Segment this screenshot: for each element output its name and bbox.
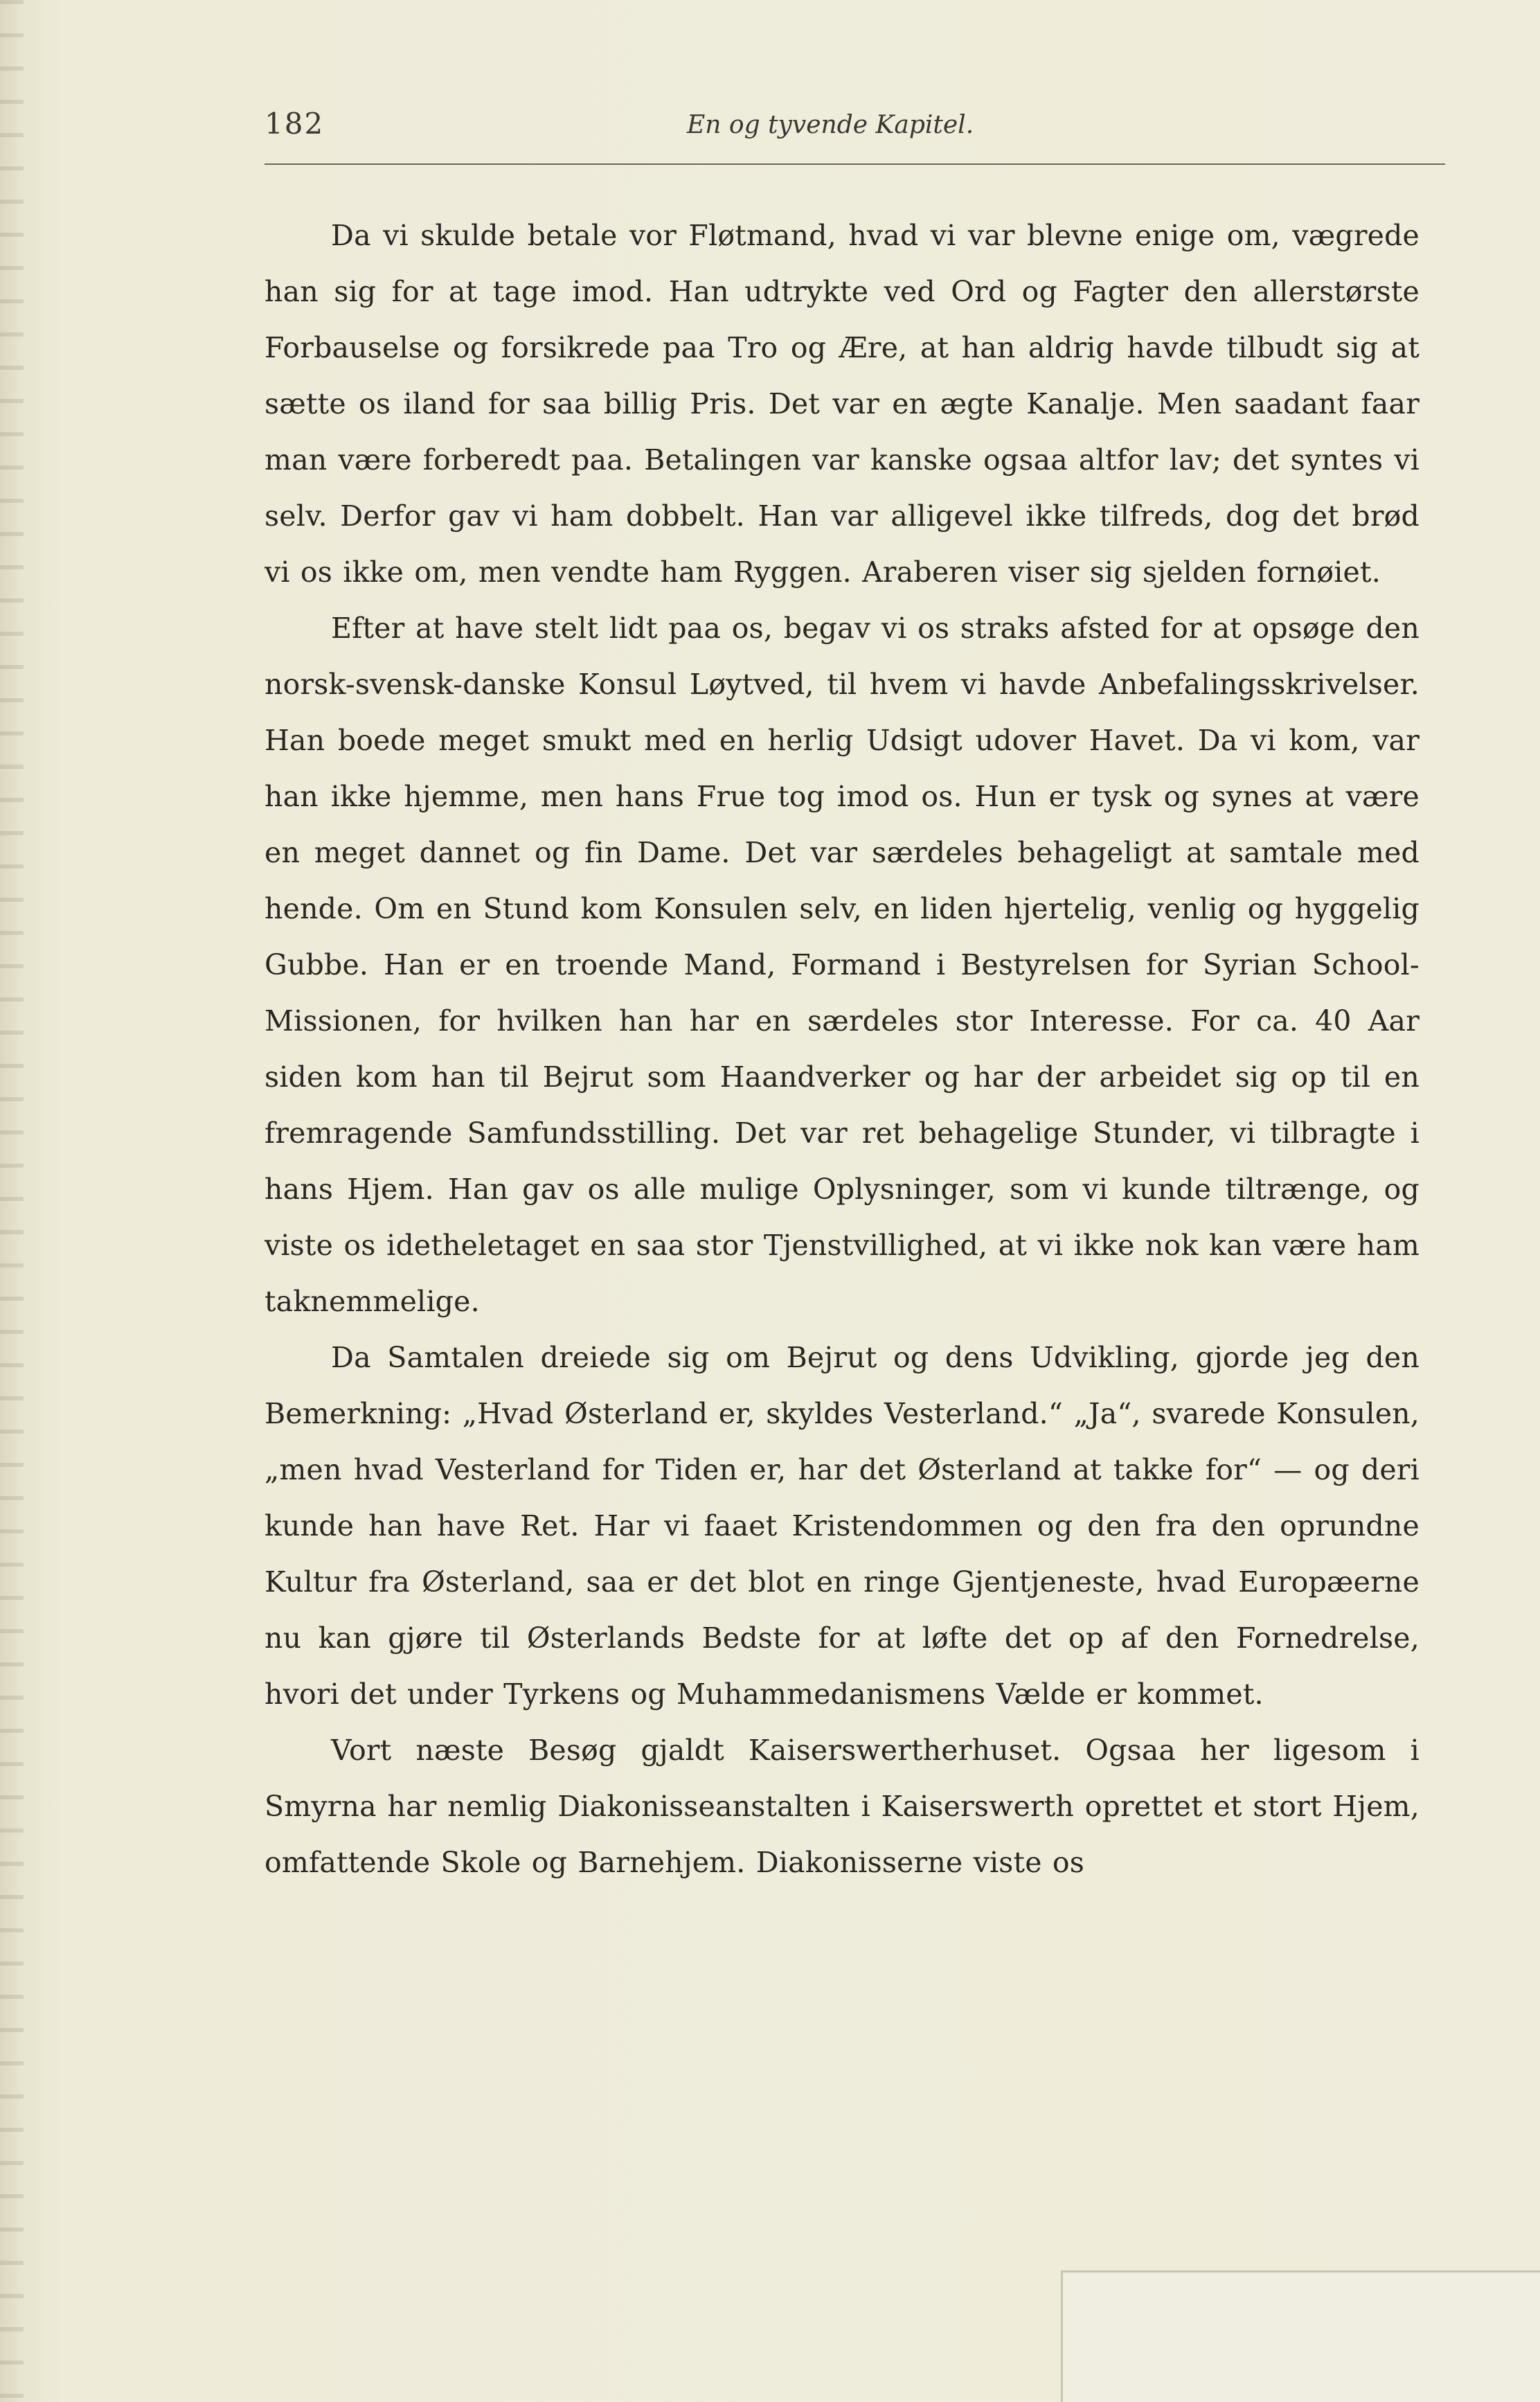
paragraph-2: Efter at have stelt lidt paa os, begav vi os straks afsted for at opsøge den norsk-svensk-danske Konsul Løytved, til hvem vi havde Anbefalingsskrivelser. Han boede meget smukt med en herlig Udsigt udover Havet. Da vi kom, var han ikke hjemme, men hans Frue tog imod os. Hun er tysk og synes at være en meget dannet og fin Dame. Det var særdeles behageligt at samtale med hende. Om en Stund kom Konsulen selv, en liden hjertelig, venlig og hyggelig Gubbe. Han er en troende Mand, Formand i Bestyrelsen for Syrian School-Missionen, for hvilken han har en særdeles stor Interesse. For ca. 40 Aar siden kom han til Bejrut som Haandverker og har der arbeidet sig op til en fremragende Samfundsstilling. Det var ret behagelige Stunder, vi tilbragte i hans Hjem. Han gav os alle mulige Oplysninger, som vi kunde tiltrænge, og viste os idetheletaget en saa stor Tjenstvillighed, at vi ikke nok kan være ham taknemmelige.: [265, 612, 1420, 1318]
corner-label-box: [1061, 2270, 1540, 2402]
running-header: [265, 107, 1445, 151]
paragraph-1: Da vi skulde betale vor Fløtmand, hvad vi var blevne enige om, vægrede han sig for at tage imod. Han udtrykte ved Ord og Fagter den allerstørste Forbauselse og forsikrede paa Tro og Ære, at han aldrig havde tilbudt sig at sætte os iland for saa billig Pris. Det var en ægte Kanalje. Men saadant faar man være forberedt paa. Betalingen var kanske ogsaa altfor lav; det syntes vi selv. Derfor gav vi ham dobbelt. Han var alligevel ikke tilfreds, dog det brød vi os ikke om, men vendte ham Ryggen. Araberen viser sig sjelden fornøiet.: [265, 219, 1420, 589]
chapter-title: En og tyvende Kapitel.: [687, 111, 974, 139]
paragraph-3: Da Samtalen dreiede sig om Bejrut og dens Udvikling, gjorde jeg den Bemerkning: „Hvad Østerland er, skyldes Vesterland.“ „Ja“, svarede Konsulen, „men hvad Vesterland for Tiden er, har det Østerland at takke for“ — og deri kunde han have Ret. Har vi faaet Kristendommen og den fra den oprundne Kultur fra Østerland, saa er det blot en ringe Gjentjeneste, hvad Europæerne nu kan gjøre til Østerlands Bedste for at løfte det op af den Fornedrelse, hvori det under Tyrkens og Muhammedanismens Vælde er kommet.: [265, 1341, 1420, 1711]
page-number: 182: [265, 107, 325, 141]
page-binding-edge: [0, 0, 24, 2402]
body-text: [265, 208, 1420, 1891]
paragraph-4: Vort næste Besøg gjaldt Kaiserswertherhuset. Ogsaa her ligesom i Smyrna har nemlig Diakonisseanstalten i Kaiserswerth oprettet et stort Hjem, omfattende Skole og Barnehjem. Diakonisserne viste os: [265, 1734, 1420, 1879]
header-rule: [265, 163, 1445, 165]
